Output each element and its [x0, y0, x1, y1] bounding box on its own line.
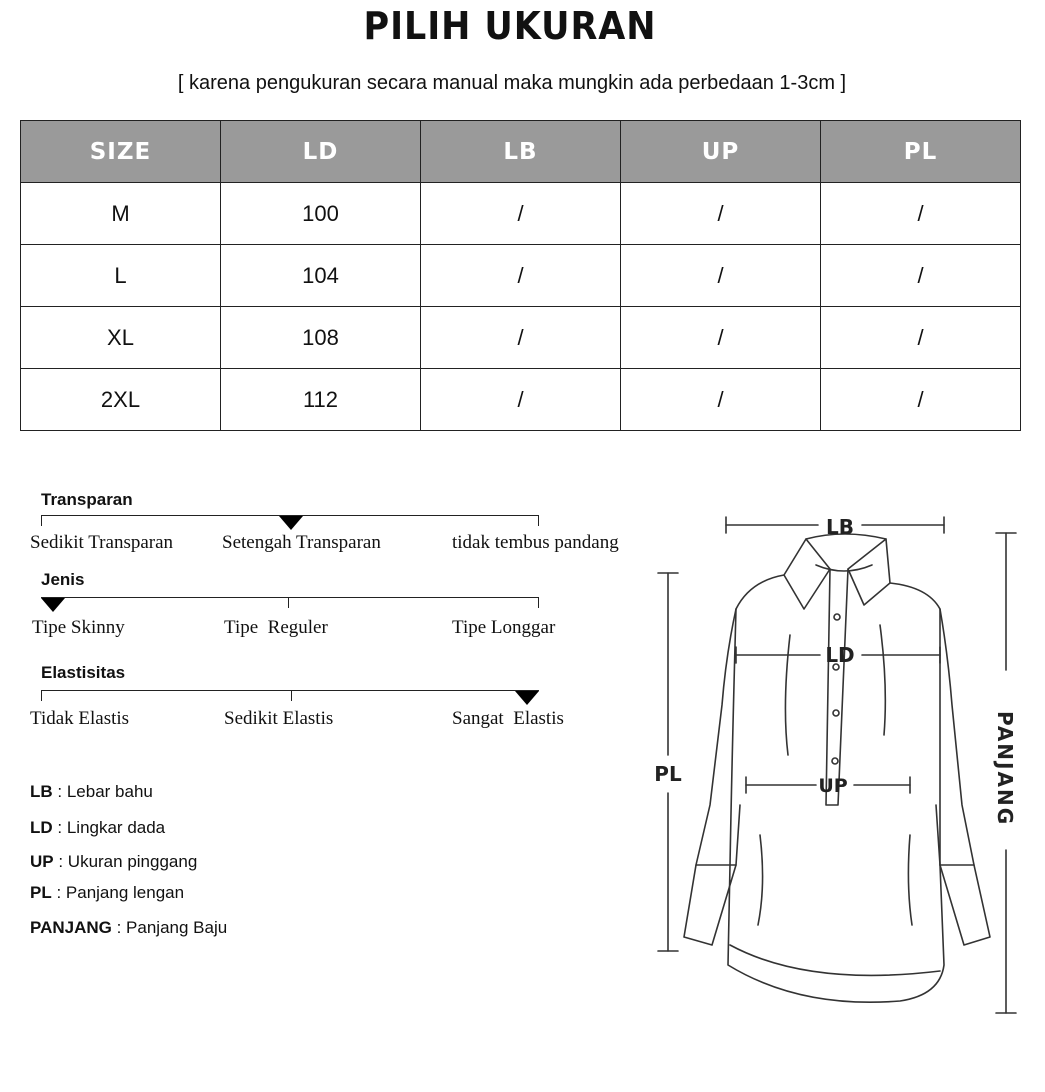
legend-desc: : Lebar bahu	[52, 782, 153, 801]
page-subtitle: [ karena pengukuran secara manual maka mungkin ada perbedaan 1-3cm ]	[177, 72, 847, 94]
legend-item	[30, 818, 165, 838]
transparan-title: Transparan	[41, 490, 133, 509]
table-row	[21, 307, 1021, 369]
scale-tick	[538, 597, 539, 608]
transparan-label: Setengah Transparan	[222, 532, 381, 553]
elastisitas-label: Sangat Elastis	[452, 708, 564, 729]
table-cell: /	[621, 183, 821, 245]
scale-tick	[41, 515, 42, 526]
table-row	[21, 369, 1021, 431]
transparan-label: Sedikit Transparan	[30, 532, 174, 553]
jenis-marker-icon	[41, 598, 65, 612]
panjang-label: PANJANG	[993, 711, 1017, 827]
pl-label: PL	[654, 762, 682, 786]
jenis-label: Tipe Reguler	[224, 617, 328, 638]
table-cell: 108	[221, 307, 421, 369]
table-cell: 2XL	[21, 369, 221, 431]
jenis-label: Tipe Skinny	[32, 617, 125, 638]
size-table	[20, 120, 1021, 431]
transparan-label: tidak tembus pandang	[452, 532, 619, 553]
legend-desc: : Panjang lengan	[51, 883, 185, 902]
transparan-marker-icon	[279, 516, 303, 530]
table-cell: /	[421, 183, 621, 245]
legend-key: PANJANG	[30, 918, 112, 937]
legend-key: LB	[30, 782, 53, 801]
up-label: UP	[818, 775, 848, 797]
table-cell: /	[421, 307, 621, 369]
scale-tick	[288, 597, 289, 608]
table-cell: M	[21, 183, 221, 245]
elastisitas-label: Tidak Elastis	[30, 708, 130, 729]
table-cell: XL	[21, 307, 221, 369]
elastisitas-scale-line	[41, 690, 539, 691]
legend-item	[30, 852, 197, 872]
table-cell: /	[821, 245, 1021, 307]
table-cell: L	[21, 245, 221, 307]
legend-desc: : Panjang Baju	[111, 918, 228, 937]
legend-key: UP	[30, 852, 54, 871]
table-row	[21, 245, 1021, 307]
table-cell: /	[621, 245, 821, 307]
table-cell: /	[421, 245, 621, 307]
scale-tick	[41, 690, 42, 701]
jenis-label: Tipe Longgar	[452, 617, 556, 638]
table-cell: 104	[221, 245, 421, 307]
table-cell: /	[821, 369, 1021, 431]
legend-key: LD	[30, 818, 53, 837]
table-cell: 100	[221, 183, 421, 245]
scale-tick	[291, 690, 292, 701]
table-cell: 112	[221, 369, 421, 431]
table-cell: /	[821, 183, 1021, 245]
legend-desc: : Lingkar dada	[52, 818, 166, 837]
legend-item	[30, 782, 153, 802]
shirt-diagram	[640, 505, 1040, 1025]
jenis-scale-line	[41, 597, 539, 598]
table-cell: /	[421, 369, 621, 431]
table-cell: /	[621, 369, 821, 431]
header-pl: PL	[821, 121, 1021, 183]
table-header-row	[21, 121, 1021, 183]
elastisitas-title: Elastisitas	[41, 663, 126, 682]
scale-tick	[538, 515, 539, 526]
legend-desc: : Ukuran pinggang	[53, 852, 198, 871]
jenis-title: Jenis	[41, 570, 85, 589]
legend-key: PL	[30, 883, 52, 902]
header-ld: LD	[221, 121, 421, 183]
legend-item	[30, 883, 184, 903]
ld-label: LD	[825, 643, 855, 667]
elastisitas-label: Sedikit Elastis	[224, 708, 334, 729]
elastisitas-marker-icon	[515, 691, 539, 705]
legend-item	[30, 918, 227, 938]
table-cell: /	[621, 307, 821, 369]
page-title: PILIH UKURAN	[363, 4, 657, 48]
header-lb: LB	[421, 121, 621, 183]
lb-label: LB	[826, 515, 854, 539]
header-size: SIZE	[21, 121, 221, 183]
table-row	[21, 183, 1021, 245]
header-up: UP	[621, 121, 821, 183]
table-cell: /	[821, 307, 1021, 369]
